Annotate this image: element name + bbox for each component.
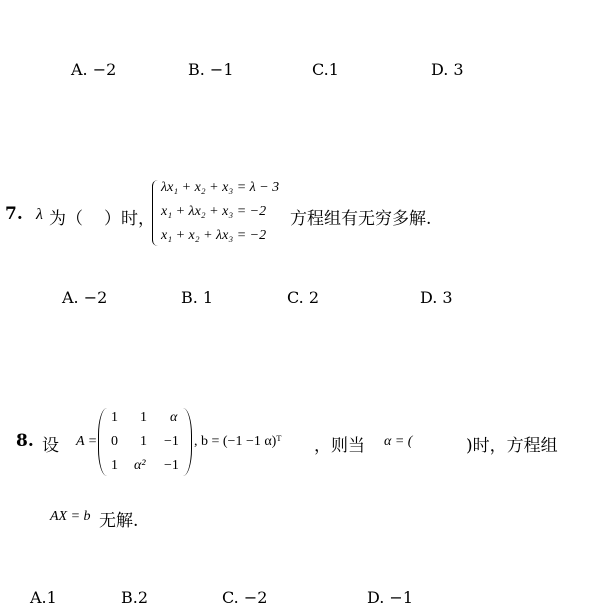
q8-matrix-right-paren [183,408,192,476]
q7-number: 7. [5,204,23,224]
q7-stem-a: 为（ [49,209,83,229]
q7-system-brace [152,180,159,246]
matrix-cell: −1 [164,434,179,449]
q8-alpha-equals: α = ( [384,434,413,449]
q8-option-c: C. −2 [222,588,268,607]
q7-equation-1: λx₁ + x₂ + x₃ = λ − 3 [161,180,280,195]
q6-option-a: A. −2 [71,60,117,79]
q8-option-b: B.2 [121,588,149,607]
q8-number: 8. [16,431,34,451]
matrix-cell: α² [134,458,146,473]
q8-line2-math: AX = b [50,509,91,524]
q7-equation-2: x₁ + λx₂ + x₃ = −2 [161,204,267,219]
q8-she: 设 [42,436,59,456]
matrix-cell: 0 [111,434,118,449]
q8-option-a: A.1 [30,588,57,607]
q6-option-b: B. −1 [188,60,234,79]
q6-option-d: D. 3 [431,60,464,79]
q8-stem-a: ，则当 [314,436,365,456]
q7-stem-c: 方程组有无穷多解. [290,209,432,229]
q8-option-d: D. −1 [367,588,414,607]
q8-stem-b: )时，方程组 [466,436,558,456]
q7-equation-3: x₁ + x₂ + λx₃ = −2 [161,228,267,243]
q8-line2-text: 无解. [99,511,139,531]
q7-option-c: C. 2 [287,288,320,307]
matrix-cell: −1 [164,458,179,473]
q6-option-c: C.1 [312,60,339,79]
matrix-cell: 1 [111,410,118,425]
q7-option-d: D. 3 [420,288,453,307]
q8-b-vector: , b = (−1 −1 α)ᵀ [194,434,282,449]
q7-option-b: B. 1 [181,288,214,307]
q8-a-equals: A = [76,434,98,449]
matrix-cell: α [170,410,178,425]
q7-lambda: λ [36,206,43,223]
matrix-cell: 1 [140,410,147,425]
q8-matrix-left-paren [98,408,107,476]
q7-option-a: A. −2 [62,288,108,307]
q7-stem-b: ）时， [104,209,155,229]
matrix-cell: 1 [140,434,147,449]
matrix-cell: 1 [111,458,118,473]
